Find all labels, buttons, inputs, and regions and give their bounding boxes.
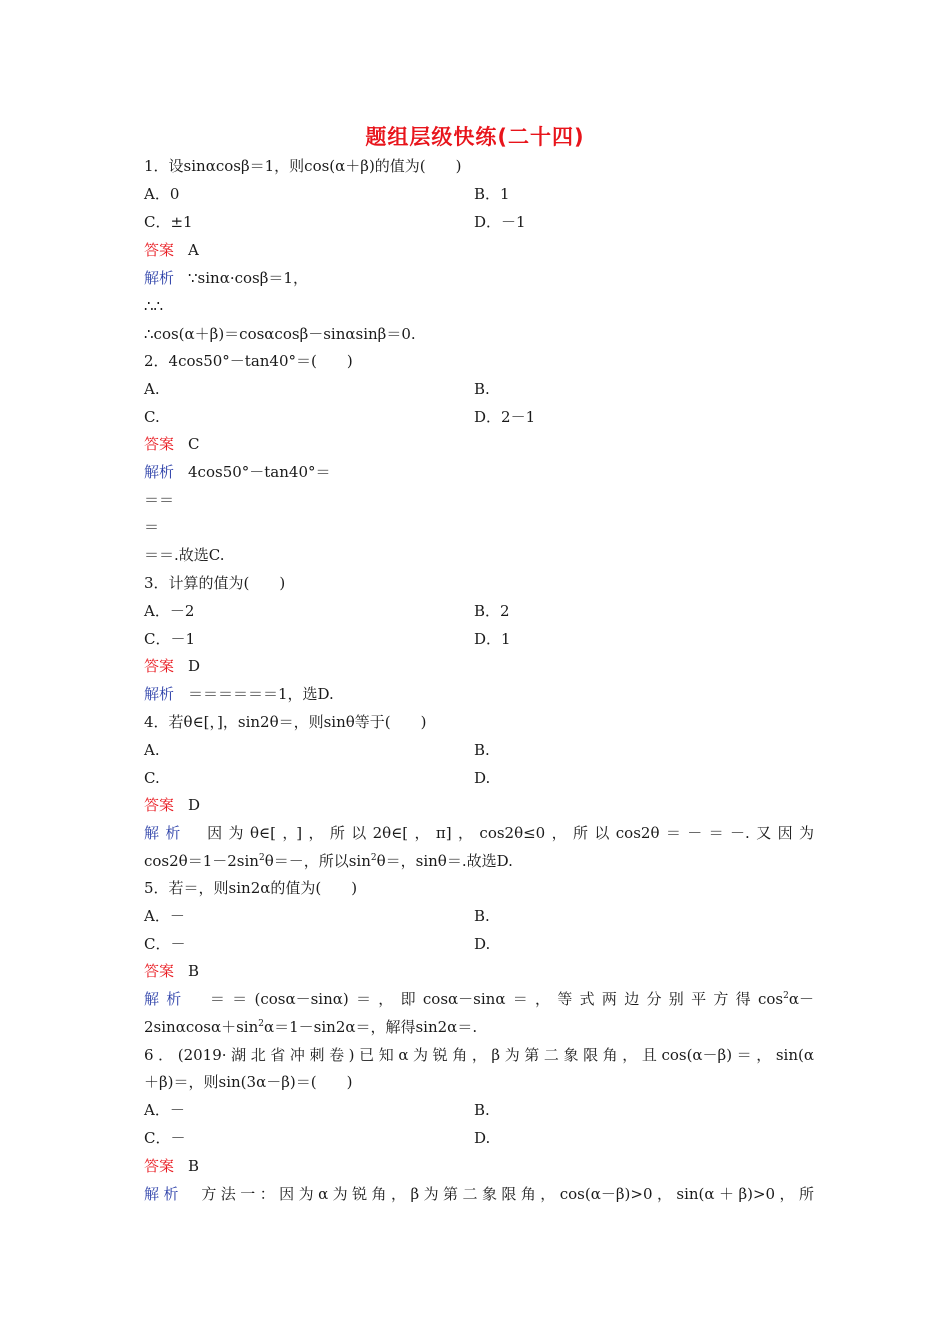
q2-analysis-line4: ＝＝.故选C. [144, 546, 225, 564]
analysis-label: 解析 [144, 824, 187, 842]
q3-option-c: C．－1 [144, 630, 196, 648]
q1-option-a: A．0 [144, 185, 180, 203]
q5-option-d: D. [474, 935, 491, 953]
superscript: 2 [370, 853, 377, 863]
q5-answer [144, 957, 814, 985]
q1-option-d: D．－1 [474, 213, 526, 231]
q2-option-d: D．2－1 [474, 408, 536, 426]
q3-option-d: D．1 [474, 630, 511, 648]
q5-option-c: C．－ [144, 935, 186, 953]
q1-analysis [144, 264, 814, 292]
q5-stem: 5．若＝，则sin2α的值为( ) [144, 879, 358, 897]
q4-option-d: D. [474, 769, 491, 787]
q5-analysis-text: α－ [788, 990, 814, 1008]
analysis-label: 解析 [144, 463, 175, 481]
q4-stem: 4．若θ∈[，]，sin2θ＝，则sinθ等于( ) [144, 713, 427, 731]
q1-option-c: C．±1 [144, 213, 193, 231]
q3-answer [144, 652, 814, 680]
superscript: 2 [258, 853, 265, 863]
q6-option-c: C．－ [144, 1129, 186, 1147]
answer-label: 答案 [144, 241, 175, 259]
q2-analysis-line3: ＝ [144, 518, 160, 536]
q3-option-a: A．－2 [144, 602, 195, 620]
q6-stem-line2: ＋β)＝，则sin(3α－β)＝( ) [144, 1073, 353, 1091]
q2-analysis [144, 458, 814, 486]
q3-options-ab [144, 597, 814, 625]
q5-option-a: A．－ [144, 907, 185, 925]
q2-stem: 2．4cos50°－tan40°＝( ) [144, 352, 353, 370]
q1-answer [144, 236, 814, 264]
q4-analysis-line1: 因为θ∈[，]，所以2θ∈[，π]，cos2θ≤0，所以cos2θ＝－＝－.又因为 [200, 824, 814, 842]
analysis-label: 解析 [144, 990, 189, 1008]
q4-analysis-text: cos2θ＝1－2sin [144, 852, 259, 870]
q1-analysis-line1: ∵sinα·cosβ＝1， [188, 269, 308, 287]
q2-answer [144, 430, 814, 458]
answer-label: 答案 [144, 796, 175, 814]
q5-analysis-text: α＝1－sin2α＝，解得sin2α＝. [263, 1018, 478, 1036]
q1-stem: 1．设sinαcosβ＝1，则cos(α＋β)的值为( ) [144, 157, 462, 175]
q1-analysis-line3: ∴cos(α＋β)＝cosαcosβ－sinαsinβ＝0. [144, 325, 416, 343]
q4-option-c: C. [144, 769, 160, 787]
q2-options-ab [144, 375, 814, 403]
q2-option-b: B. [474, 380, 490, 398]
q3-option-b: B．2 [474, 602, 510, 620]
page-title: 题组层级快练(二十四) [365, 125, 585, 149]
q4-analysis [144, 819, 814, 847]
q2-analysis-line2: ＝＝ [144, 491, 175, 509]
superscript: 2 [258, 1019, 264, 1029]
q3-stem: 3．计算的值为( ) [144, 574, 286, 592]
q4-options-cd [144, 764, 814, 792]
q2-answer-value: C [188, 435, 200, 453]
q6-option-d: D. [474, 1129, 491, 1147]
q6-options-ab [144, 1096, 814, 1124]
q1-options-cd [144, 208, 814, 236]
q5-analysis-text: 2sinαcosα＋sin [144, 1018, 259, 1036]
q3-options-cd [144, 625, 814, 653]
q6-option-a: A．－ [144, 1101, 185, 1119]
q4-analysis-text: θ＝－，所以sin [264, 852, 371, 870]
q4-analysis-line2 [144, 847, 814, 875]
q5-analysis-line2 [144, 1013, 814, 1041]
answer-label: 答案 [144, 657, 175, 675]
answer-label: 答案 [144, 962, 175, 980]
q1-analysis-line2: ∴∴ [144, 297, 164, 315]
q6-answer [144, 1152, 814, 1180]
q4-answer-value: D [188, 796, 201, 814]
q2-option-a: A. [144, 380, 160, 398]
q6-options-cd [144, 1124, 814, 1152]
q5-analysis [144, 985, 814, 1013]
q3-answer-value: D [188, 657, 201, 675]
analysis-label: 解析 [144, 685, 175, 703]
q6-stem-line1: 6．(2019·湖北省冲刺卷)已知α为锐角，β为第二象限角，且cos(α－β)＝，sin(α [144, 1046, 814, 1064]
q4-option-b: B. [474, 741, 490, 759]
q4-analysis-text: θ＝，sinθ＝.故选D. [376, 852, 513, 870]
q5-options-cd [144, 930, 814, 958]
q6-option-b: B. [474, 1101, 490, 1119]
q6-analysis-line1: 方法一：因为α为锐角，β为第二象限角，cos(α－β)>0，sin(α＋β)>0，所 [196, 1185, 814, 1203]
analysis-label: 解析 [144, 1185, 183, 1203]
superscript: 2 [783, 991, 789, 1001]
q2-analysis-line1: 4cos50°－tan40°＝ [188, 463, 331, 481]
q6-analysis [144, 1180, 814, 1208]
q5-answer-value: B [188, 962, 200, 980]
q1-answer-value: A [188, 241, 199, 259]
analysis-label: 解析 [144, 269, 175, 287]
q2-options-cd [144, 403, 814, 431]
q4-answer [144, 791, 814, 819]
q3-analysis-line1: ＝＝＝＝＝＝1，选D. [188, 685, 334, 703]
q1-option-b: B．1 [474, 185, 510, 203]
q3-analysis [144, 680, 814, 708]
q4-option-a: A. [144, 741, 160, 759]
q5-analysis-text: ＝＝(cosα－sinα)＝，即cosα－sinα＝，等式两边分别平方得cos [202, 990, 784, 1008]
q4-options-ab [144, 736, 814, 764]
answer-label: 答案 [144, 1157, 175, 1175]
q1-options-ab [144, 180, 814, 208]
q5-option-b: B. [474, 907, 490, 925]
q6-answer-value: B [188, 1157, 200, 1175]
q2-option-c: C. [144, 408, 160, 426]
q5-options-ab [144, 902, 814, 930]
answer-label: 答案 [144, 435, 175, 453]
